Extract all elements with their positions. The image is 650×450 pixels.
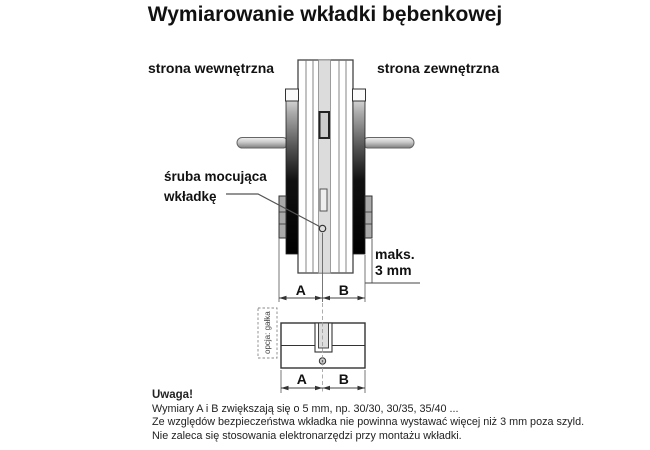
notes-line-2: Ze względów bezpieczeństwa wkładka nie powinna wystawać więcej niż 3 mm poza szyld. [152,416,585,429]
notes-line-3: Nie zaleca się stosowania elektronarzędzi przy montażu wkładki. [152,429,462,442]
screw-label [164,167,267,207]
cylinder-end-right [365,196,372,238]
door-handle-left [237,138,288,149]
cam [319,323,329,348]
cylinder-body-section [320,189,327,211]
cylinder-end-left [279,196,286,238]
max-protrusion-label [375,246,415,278]
cylinder-side-view [281,323,365,368]
notes-line-1: Wymiary A i B zwiększają się o 5 mm, np. 30/30, 30/35, 35/40 ... [152,403,459,415]
max-label-line1: maks. [375,246,415,262]
notes-block [152,389,622,443]
upper-dim-a-label: A [295,282,306,298]
door-cross-section [298,60,353,273]
outer-side-label: strona zewnętrzna [377,60,500,76]
screw-label-line1: śruba mocująca [164,169,267,184]
upper-dim-b-label: B [338,282,349,298]
knob-option-label: opcja: gałka [263,311,272,355]
lower-dim-b-label: B [338,371,349,387]
lower-dim-a-label: A [296,371,307,387]
door-handle-right [363,138,414,149]
escutcheon-right [353,89,366,254]
inner-side-label: strona wewnętrzna [148,60,275,76]
max-label-line2: 3 mm [375,262,412,278]
cylinder-channel [319,60,331,273]
page-title: Wymiarowanie wkładki bębenkowej [147,3,503,26]
cylinder-cam-section [320,112,330,138]
screw-label-line2: wkładkę [164,189,217,204]
notes-heading: Uwaga! [152,389,193,401]
escutcheon-left [286,89,299,254]
